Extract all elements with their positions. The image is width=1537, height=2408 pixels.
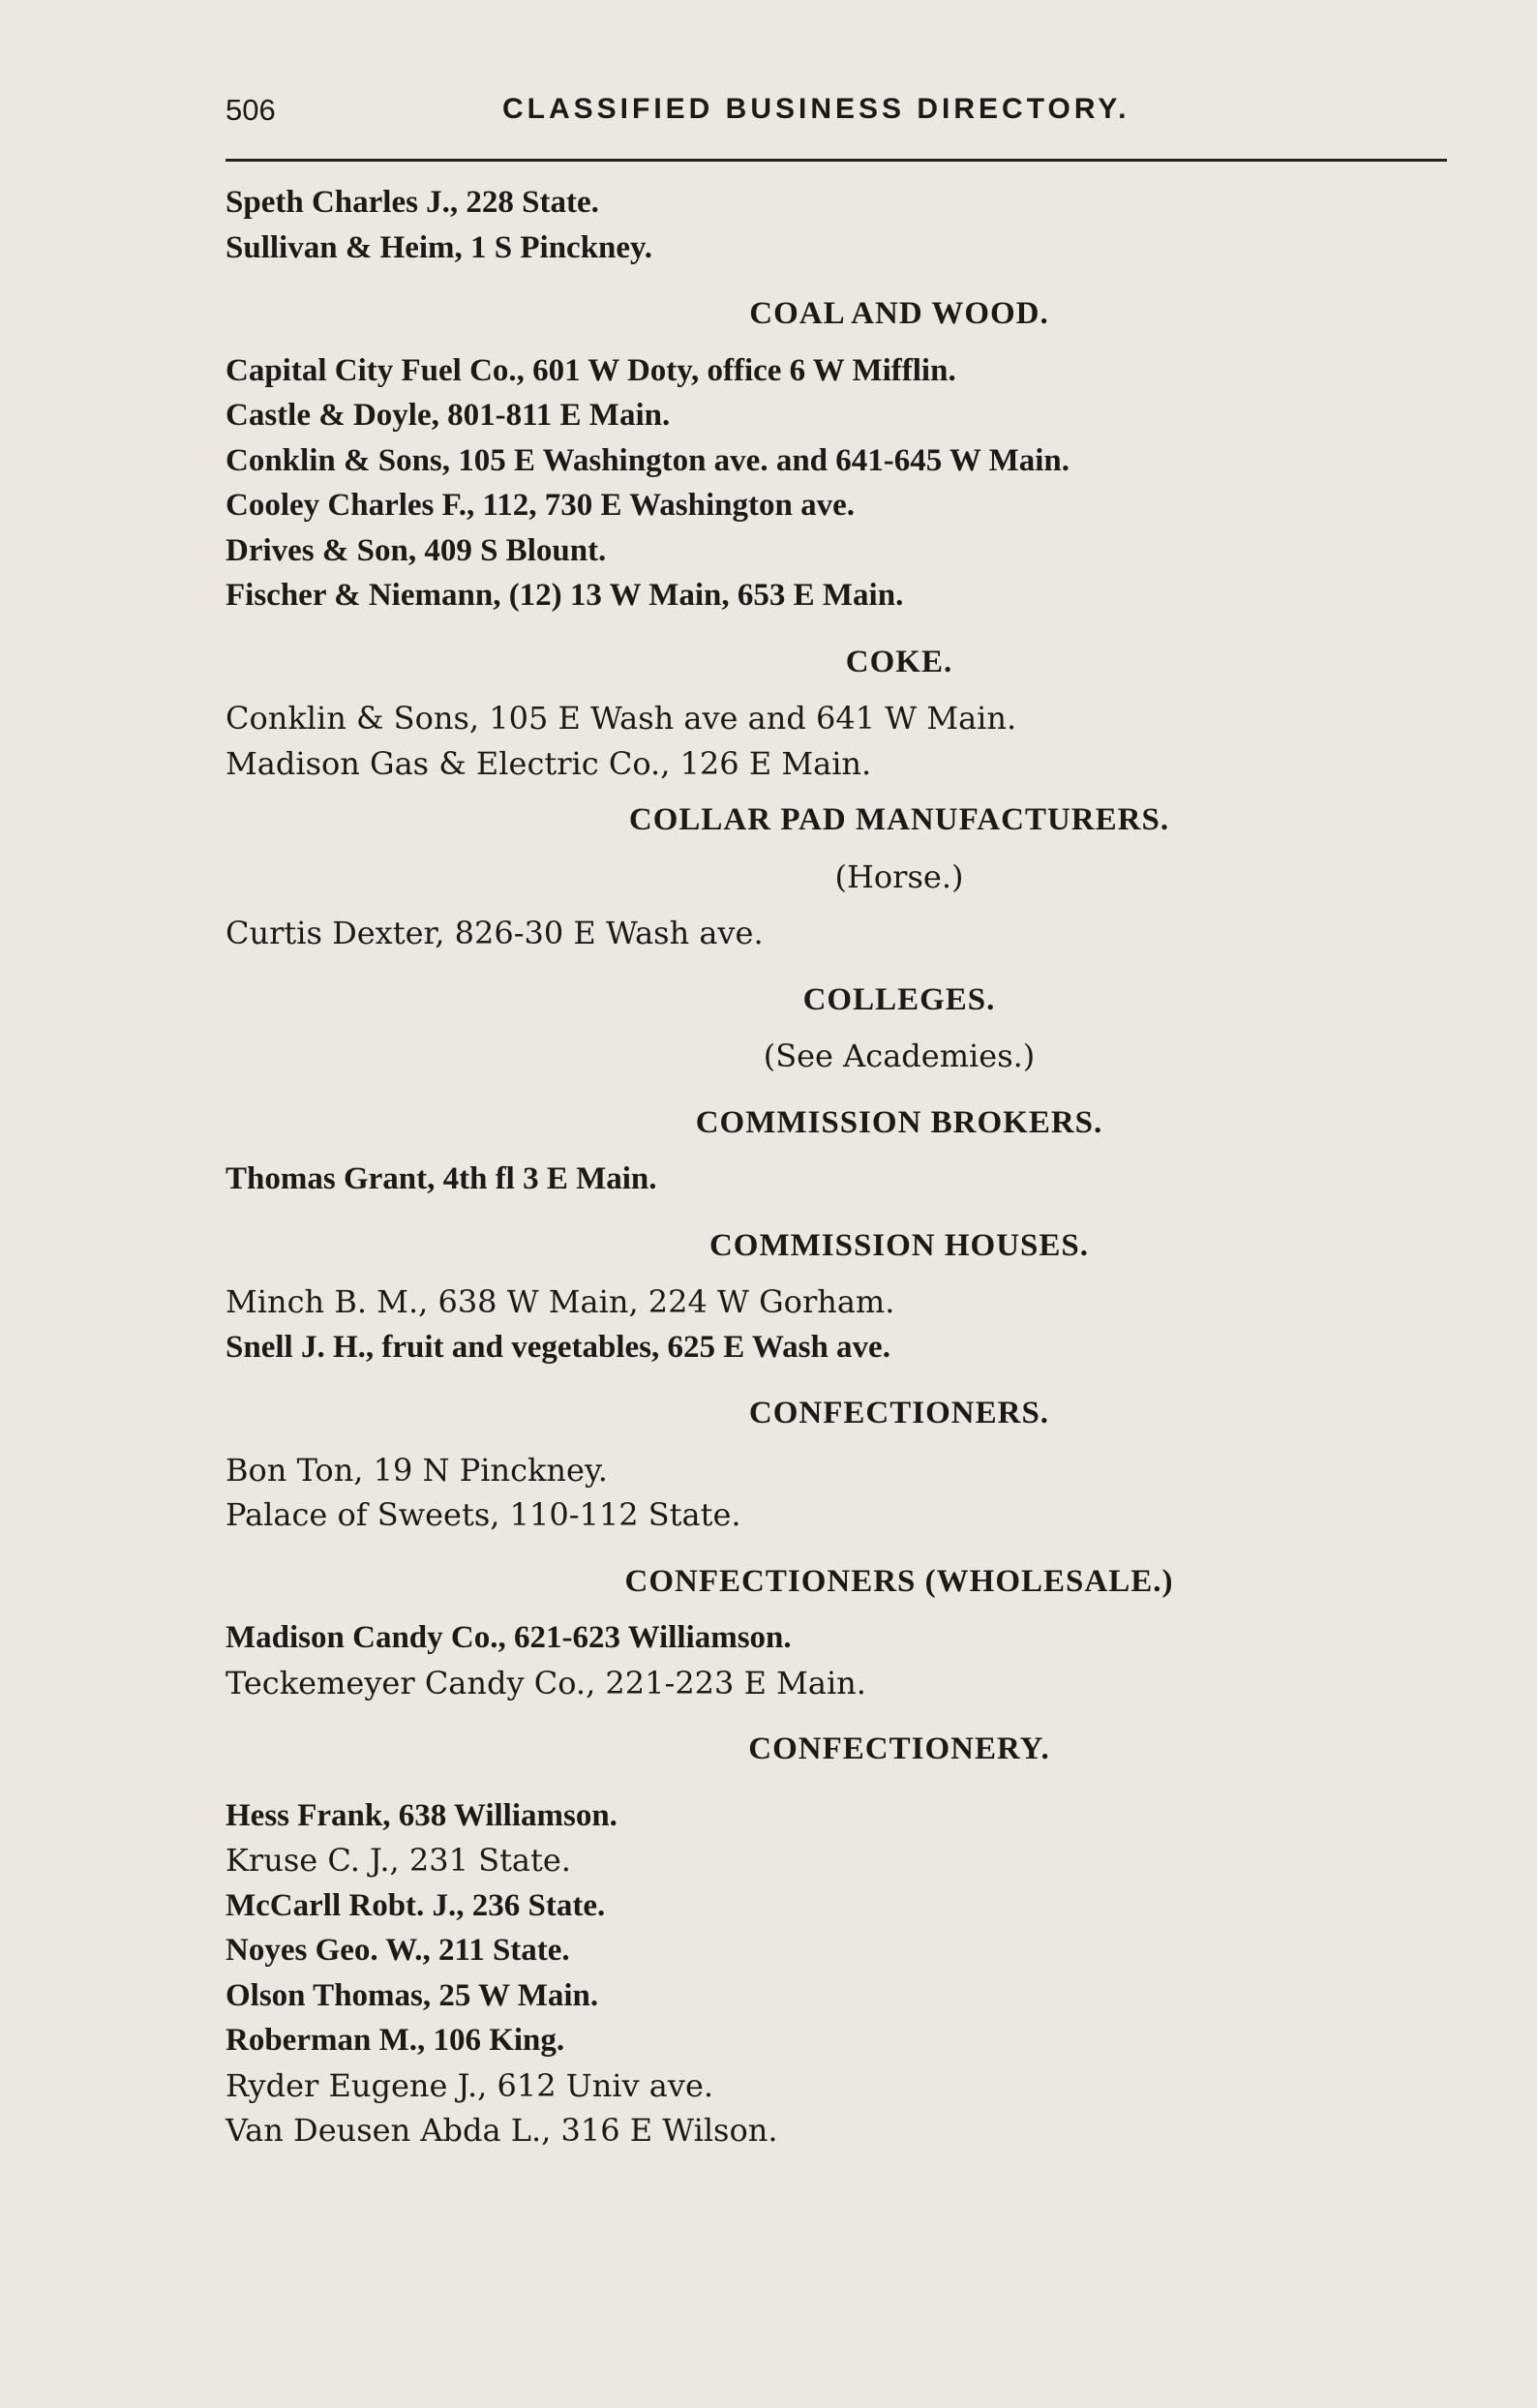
section-heading: CONFECTIONERY. [748,1731,1050,1766]
page-header [226,89,1447,134]
entry: Noyes Geo. W., 211 State. [226,1933,570,1968]
entry: Ryder Eugene J., 612 Univ ave. [226,2066,714,2104]
section-heading: COAL AND WOOD. [749,296,1049,331]
entry: Curtis Dexter, 826-30 E Wash ave. [226,915,764,951]
entry: Olson Thomas, 25 W Main. [226,1977,599,2013]
entry: Bon Ton, 19 N Pinckney. [226,1451,608,1489]
entry: Capital City Fuel Co., 601 W Doty, office 6 W Mifflin. [226,352,956,388]
section-heading: CONFECTIONERS (WHOLESALE.) [624,1563,1174,1599]
section-note: (See Academies.) [763,1038,1036,1074]
section-heading: COKE. [845,644,953,679]
entry: Madison Candy Co., 621-623 Williamson. [226,1620,792,1655]
entry: Cooley Charles F., 112, 730 E Washington ave. [226,488,855,523]
section-heading: COLLEGES. [802,981,996,1017]
entry: Conklin & Sons, 105 E Wash ave and 641 W Main. [226,700,1017,737]
entry: Drives & Son, 409 S Blount. [226,532,607,568]
entry: Speth Charles J., 228 State. [226,185,599,220]
running-title: CLASSIFIED BUSINESS DIRECTORY. [502,93,1130,125]
entry: Castle & Doyle, 801-811 E Main. [226,398,671,433]
entry: McCarll Robt. J., 236 State. [226,1887,606,1923]
entry: Conklin & Sons, 105 E Washington ave. and 641-645 W Main. [226,442,1070,478]
page-number: 506 [226,93,276,127]
section-heading: COMMISSION BROKERS. [695,1104,1103,1140]
entry: Minch B. M., 638 W Main, 224 W Gorham. [226,1283,895,1320]
entry: Madison Gas & Electric Co., 126 E Main. [226,744,872,782]
entry: Teckemeyer Candy Co., 221-223 E Main. [226,1664,866,1701]
entry: Thomas Grant, 4th fl 3 E Main. [226,1161,657,1196]
entry: Palace of Sweets, 110-112 State. [226,1496,741,1533]
section-heading: COMMISSION HOUSES. [708,1227,1090,1263]
directory-body [226,180,1447,2153]
section-heading: CONFECTIONERS. [748,1396,1050,1430]
entry: Van Deusen Abda L., 316 E Wilson. [226,2112,778,2149]
entry: Sullivan & Heim, 1 S Pinckney. [226,229,652,265]
entry: Snell J. H., fruit and vegetables, 625 E Wash ave. [226,1329,890,1365]
entry: Hess Frank, 638 Williamson. [226,1797,618,1833]
section-heading: COLLAR PAD MANUFACTURERS. [628,802,1170,837]
entry: Fischer & Niemann, (12) 13 W Main, 653 E Main. [226,578,904,613]
section-note: (Horse.) [834,858,964,895]
entry: Kruse C. J., 231 State. [226,1842,571,1879]
header-rule [226,159,1447,162]
entry: Roberman M., 106 King. [226,2023,565,2058]
